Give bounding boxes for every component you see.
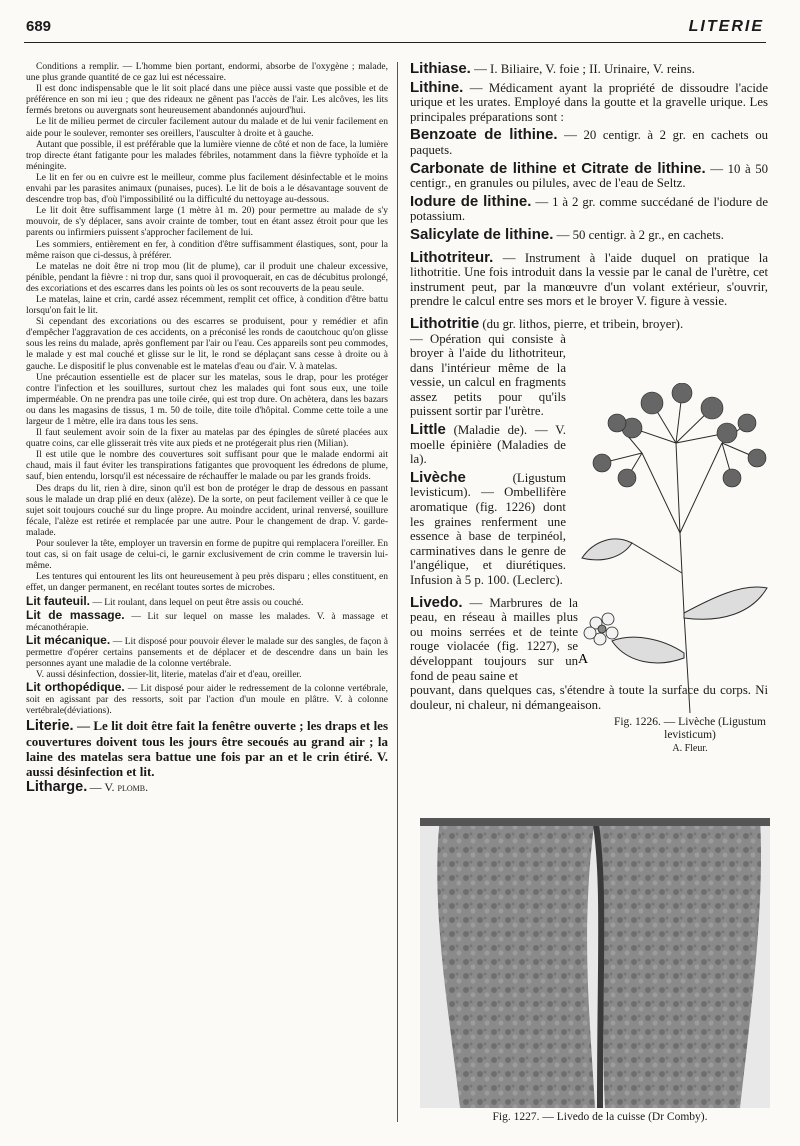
headword: Lit fauteuil.	[26, 593, 90, 608]
entry-liveche	[410, 468, 566, 588]
entry-body: — 20 centigr. à 2 gr. en cachets ou paquets.	[410, 128, 768, 157]
page-header	[26, 18, 764, 42]
entry-lit-orthopedique	[26, 682, 388, 717]
paragraph: Autant que possible, il est préférable que la lumière vienne de côté et non de face, la lumière trop directe étant fatigante pour les malades fébriles, notamment dans la fièvre typhoïde et la méningite.	[26, 139, 388, 172]
entry-body: — Lit disposé pour aider le redressement de la colonne vertébrale, soit en agissant par des ressorts, soit par l'action d'un moule en plâtre. V. à colonne vertébrale(déviations).	[26, 684, 388, 717]
headword: Salicylate de lithine.	[410, 225, 554, 243]
entry-body: — V. plomb.	[89, 780, 149, 795]
entry-body: (Maladie de). — V. moelle épinière (Maladies de la).	[410, 423, 566, 467]
running-title: LITERIE	[688, 18, 764, 35]
entry-salicylate	[410, 225, 768, 243]
entry-body: — Opération qui consiste à broyer à l'aide du lithotriteur, dans l'intérieur même de la vessie, un calcul en fragments assez petits pour qu'ils puissent sortir par l'urètre.	[410, 331, 566, 419]
entry-body: — 10 à 50 centigr., en granules ou pilules, avec de l'eau de Seltz.	[410, 161, 769, 191]
entry-body: — Le lit doit être fait la fenêtre ouverte ; les draps et les couvertures doivent tous les jours être secoués au grand air ; la laine des matelas sera battue une fois par an et le crin étiré. V. aussi désinfection et lit.	[26, 718, 389, 780]
paragraph: Le matelas ne doit être ni trop mou (lit de plume), car il produit une chaleur excessive, pénible, pendant la fièvre : ni trop dur, sans quoi il provoquerait, en cas de décubitus prolongé, des excoriations et des escarres dans les points où les os sont recouverts de la peau seule.	[26, 261, 388, 294]
entry-body: (Ligustum levisticum). — Ombellifère aromatique (fig. 1226) dont les graines renferment une essence à base de terpinéol, carminatives dans le genre de l'angélique, et diurétiques. Infusion à 5 p. 100. (Leclerc).	[410, 470, 566, 587]
entry-body: (du gr. lithos, pierre, et tribein, broyer).	[482, 316, 684, 331]
headword: Lit de massage.	[26, 607, 125, 622]
headword: Litharge.	[26, 779, 88, 796]
left-column	[26, 62, 388, 796]
entry-livedo	[410, 593, 578, 684]
entry-body: — Lit roulant, dans lequel on peut être assis ou couché.	[92, 597, 304, 608]
headword: Lithiase.	[410, 60, 471, 77]
entry-lithotritie	[410, 314, 768, 332]
entry-benzoate	[410, 128, 768, 157]
caption-text: Fig. 1226. — Livèche (Ligustum levisticum)	[613, 716, 767, 741]
paragraph: Il faut seulement avoir soin de la fixer au matelas par des épingles de sûreté placées aux quatre coins, car elle glisserait très vite aux pieds et ne protégerait plus rien (Milian).	[26, 428, 388, 450]
entry-literie	[26, 718, 388, 779]
paragraph: Si cependant des excoriations ou des escarres se produisent, pour y remédier et afin d'empêcher l'aggravation de ces accidents, on a préconisé les ronds de caoutchouc qu'on glisse sous les reins du malade, après gonflement par l'air ou l'eau. Ces appareils sont peu commodes, le malade y est mal couché et glisse sur le lit, le rond se déplaçant sans cesse à droite ou à gauche. Le dispositif le plus convenable est le matelas d'eau ou d'air. V. à matelas.	[26, 317, 388, 372]
entry-body: — 50 centigr. à 2 gr., en cachets.	[556, 227, 724, 242]
headword: Livedo.	[410, 593, 463, 611]
entry-lithiase	[410, 62, 768, 77]
entry-body: — Marbrures de la peau, en réseau à mailles plus ou moins serrées et de teinte rouge violacée (fig. 1227), se développant toujours sur un fond de peau saine et	[410, 595, 578, 683]
figure-label-a: A	[578, 652, 589, 667]
liveche-illustration	[572, 383, 772, 713]
entry-carbonate	[410, 159, 769, 191]
headword: Lithotritie	[410, 314, 480, 332]
entry-body: — Lit disposé pour pouvoir élever le malade sur des sangles, de façon à permettre d'opérer certains pansements et de déplacer et de descendre dans un bain les personnes ayant une maladie de la colonne vertébrale.	[26, 636, 388, 669]
page-number: 689	[26, 18, 52, 35]
paragraph: Conditions a remplir. — L'homme bien portant, endormi, absorbe de l'oxygène ; malade, une plus grande quantité de ce gaz lui est nécessaire.	[26, 62, 388, 84]
paragraph: Le matelas, laine et crin, cardé assez récemment, remplit cet office, à condition d'être battu lorsqu'on fait le lit.	[26, 294, 388, 317]
paragraph: Le lit de milieu permet de circuler facilement autour du malade et de lui venir facilement en aide pour le soulever, remonter ses oreillers, l'ausculter à droite et à gauche.	[26, 117, 388, 139]
entry-body: — Instrument à l'aide duquel on pratique la lithotritie. Une fois introduit dans la vessie par le canal de l'urètre, cet instrument peut, par la manœuvre d'un volant extérieur, s'ouvrir, prendre le calcul entre ses mors et le broyer V. figure à vessie.	[410, 250, 769, 309]
paragraph: Les tentures qui entourent les lits ont heureusement à peu près disparu ; elles constituent, en effet, un danger permanent, en recélant toutes sortes de microbes.	[26, 572, 388, 594]
paragraph: V. aussi désinfection, dossier-lit, literie, matelas d'air et d'eau, oreiller.	[36, 670, 302, 681]
figure-1227-caption: Fig. 1227. — Livedo de la cuisse (Dr Comby).	[492, 1111, 708, 1123]
paragraph: Le lit en fer ou en cuivre est le meilleur, comme plus facilement désinfectable et le moins envahi par les parasites animaux (punaises, puces). Le lit de bois a le désavantage souvent de descendre trop bas, d'où l'impossibilité ou la difficulté du nettoyage au-dessous.	[26, 172, 388, 206]
entry-body: — Médicament ayant la propriété de dissoudre l'acide urique et les urates. Employé dans la goutte et la gravelle urique. Les principales préparations sont :	[410, 80, 768, 124]
entry-litharge	[26, 779, 388, 796]
header-rule	[24, 42, 766, 43]
paragraph: Les sommiers, entièrement en fer, à condition d'être suffisamment élastiques, sont, pour la même raison que ci-dessus, à préférer.	[26, 239, 388, 261]
entry-little	[410, 423, 566, 467]
headword: Lithotriteur.	[410, 248, 494, 266]
entry-lit-mecanique	[26, 632, 388, 670]
column-divider	[397, 62, 398, 1122]
headword: Iodure de lithine.	[410, 192, 532, 210]
entry-body: pouvant, dans quelques cas, s'étendre à toute la surface du corps. Ni douleur, ni chaleur, ni démangeaison.	[410, 683, 768, 712]
paragraph: Une précaution essentielle est de placer sur les matelas, sous le drap, pour les protéger contre l'infection et les souillures, surtout chez les malades qui font sous eux, une toile imperméable. On ne prendra pas une toile cirée, qui est trop dure. On achètera, dans les bazars ou dans les magasins de tissus, 1 m. 50 de toile, dite toile d'hôpital. Comme cette toile a une largeur de 1 mètre, elle ira dans tous les sens.	[26, 372, 388, 427]
livedo-photo	[420, 818, 770, 1108]
headword: Carbonate de lithine et Citrate de lithine.	[410, 159, 706, 177]
paragraph: Des draps du lit, rien à dire, sinon qu'il est bon de protéger le drap de dessous en passant sous le malade un drap plié en deux (alèze). De la sorte, on peut facilement veiller à ce que le sujet soit toujours couché sur du linge propre. Au moindre accident, urinal renversé, souillure fécale, l'alèze est retirée et remplacée par une autre. Pour le changement de drap. V. garde-malade.	[26, 483, 388, 538]
headword: Lit mécanique.	[26, 632, 111, 647]
entry-lithine	[410, 78, 768, 125]
entry-lit-massage	[26, 607, 389, 634]
entry-body: — I. Biliaire, V. foie ; II. Urinaire, V. reins.	[474, 62, 695, 76]
entry-iodure	[410, 192, 769, 224]
figure-1226-caption	[590, 716, 790, 755]
entry-body: — 1 à 2 gr. comme succédané de l'iodure de potassium.	[410, 194, 769, 224]
paragraph: Le lit doit être suffisamment large (1 mètre à1 m. 20) pour permettre au malade de s'y mouvoir, de s'y déplacer, sans avoir crainte de tomber, tout en étant assez étroit pour que les parents ou infirmiers puissent s'approcher facilement de lui.	[26, 206, 388, 239]
paragraph: Il est utile que le nombre des couvertures soit suffisant pour que le malade endormi ait chaud, mais il faut éviter les transpirations fatigantes que provoquent les édredons de plume, sauf, bien entendu, lorsqu'il est nécessaire de réchauffer le malade ou par les grands froids.	[26, 450, 388, 483]
paragraph: Il est donc indispensable que le lit soit placé dans une pièce aussi vaste que possible et de préférence en son mi ieu ; que des rideaux ne gênent pas l'accès de l'air. Les alcôves, les lits fermés bretons ou auvergnats sont heureusement abandonnés aujourd'hui.	[26, 84, 388, 117]
caption-sub: A. Fleur.	[672, 743, 708, 754]
headword: Little	[410, 421, 446, 439]
headword: Livèche	[410, 468, 466, 486]
entry-body: — Lit sur lequel on masse les malades. V. à massage et mécanothérapie.	[26, 611, 389, 633]
headword: Benzoate de lithine.	[410, 126, 558, 144]
headword: Lithine.	[410, 78, 464, 96]
headword: Lit orthopédique.	[26, 680, 125, 695]
paragraph: Pour soulever la tête, employer un traversin en forme de pupitre qui remplacera l'oreiller. En tout cas, si on fait usage de celui-ci, le garnir exclusivement de crin comme le traversin lui-même.	[26, 539, 388, 572]
entry-lithotriteur	[410, 248, 769, 309]
headword: Literie.	[26, 718, 74, 735]
